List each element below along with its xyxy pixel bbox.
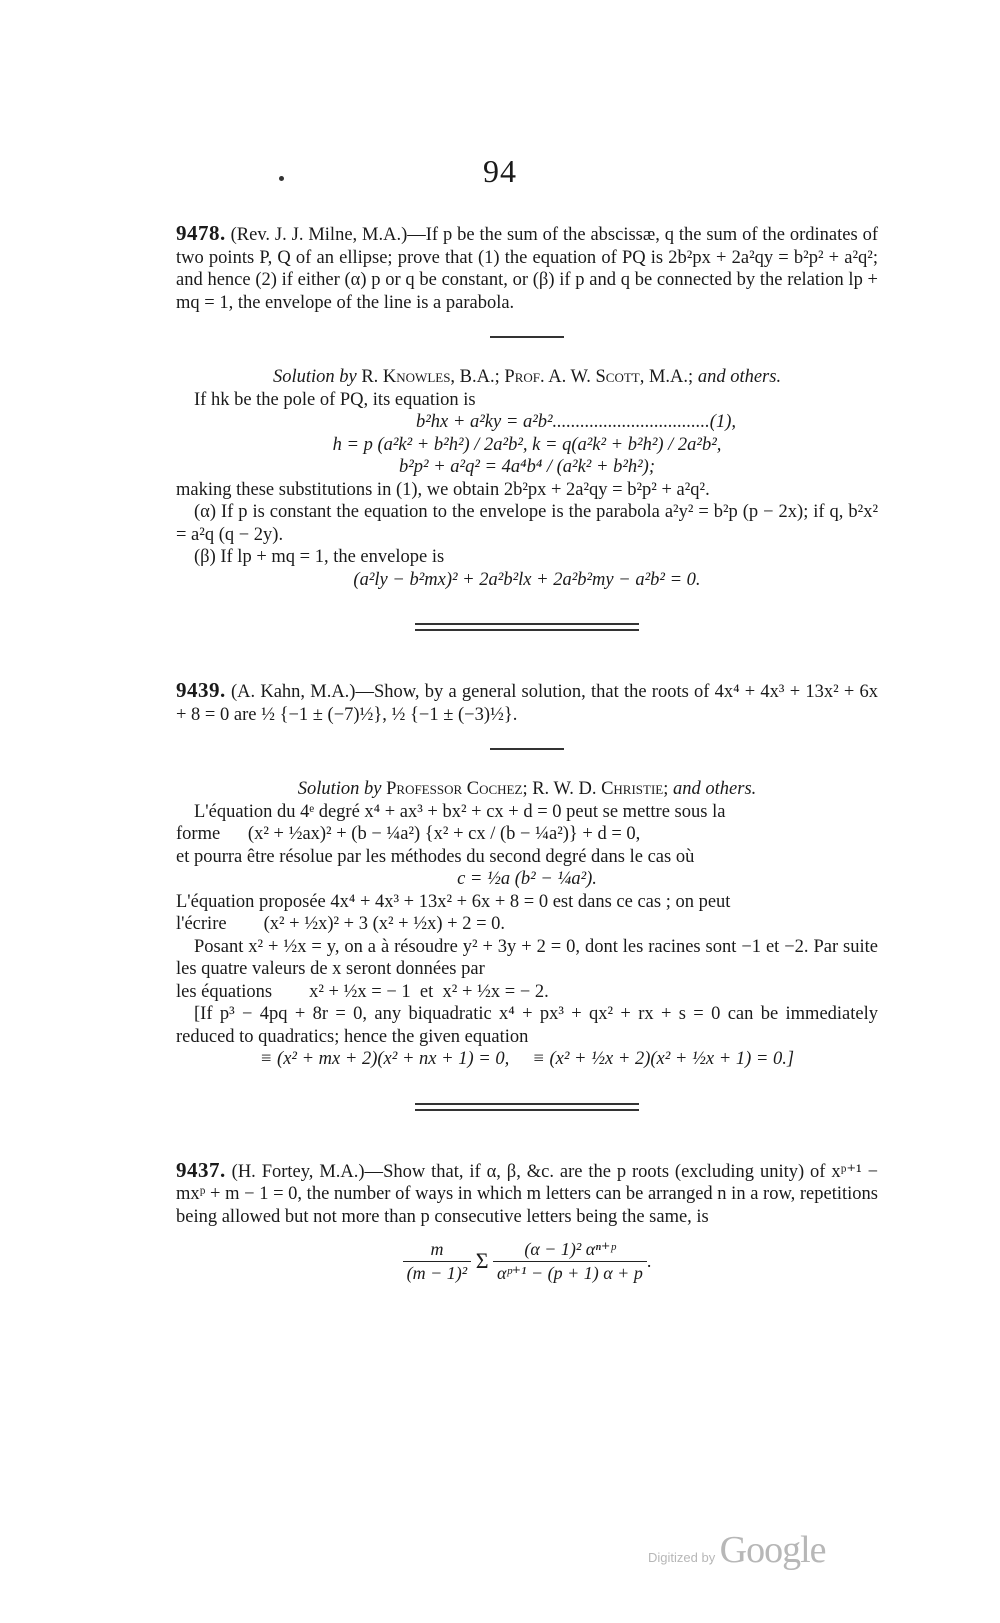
solution-line: les équations x² + ½x = − 1 et x² + ½x = − 2. [176, 981, 549, 1002]
equation: c = ½a (b² − ¼a²). [457, 869, 597, 889]
problem-author: (Rev. J. J. Milne, M.A.)— [230, 225, 426, 245]
problem-9439-statement [176, 679, 878, 726]
solution-line: Posant x² + ½x = y, on a à résoudre y² + 3y + 2 = 0, dont les racines sont −1 et −2. Par suite les quatre valeurs de x seront données par [176, 936, 878, 979]
solution-line: If hk be the pole of PQ, its equation is [194, 389, 476, 410]
solution-heading: Solution by R. Knowles, B.A.; Prof. A. W. Scott, M.A.; and others. [272, 367, 782, 387]
solution-line: l'écrire (x² + ½x)² + 3 (x² + ½x) + 2 = 0. [176, 914, 506, 934]
google-logo: Google [719, 1529, 826, 1571]
solution-line: forme (x² + ½ax)² + (b − ¼a²) {x² + cx / (b − ¼a²)} + d = 0, [176, 824, 641, 844]
equation: b²p² + a²q² = 4a⁴b⁴ / (a²k² + b²h²); [398, 457, 656, 477]
solution-line: L'équation proposée 4x⁴ + 4x³ + 13x² + 6x + 8 = 0 est dans ce cas ; on peut [176, 891, 731, 912]
problem-9437-statement [176, 1159, 878, 1229]
problem-text: Show, by a general solution, that the roots of 4x⁴ + 4x³ + 13x² + 6x + 8 = 0 are ½ {−1 ± (−7)½}, ½ {−1 ± (−3)½}. [176, 682, 879, 725]
fraction: $\frac{\text{(α − 1)² αⁿ⁺ᵖ}}{\text{αᵖ⁺¹ − (p + 1) α + p}}$ [493, 1238, 647, 1284]
short-rule [490, 748, 564, 750]
page-number: 94 [483, 153, 517, 189]
problem-number: 9437. [176, 1157, 226, 1182]
solution-line: (α) If p is constant the equation to the envelope is the parabola a²y² = b²p (p − 2x); if q, b²x² = a²q (q − 2y). [176, 502, 878, 545]
solution-line: L'équation du 4ᵉ degré x⁴ + ax³ + bx² + cx + d = 0 peut se mettre sous la [194, 801, 726, 822]
problem-text: Show that, if α, β, &c. are the p roots (excluding unity) of xᵖ⁺¹ − mxᵖ + m − 1 = 0, the number of ways in which m letters can be arranged n in a row, repetitions being allowed but not more than p consecutive letters being the same, is [176, 1161, 879, 1227]
problem-author: (H. Fortey, M.A.)— [231, 1161, 384, 1182]
sigma-symbol: Σ [475, 1247, 489, 1273]
fraction: $\frac{m}{\text{(m − 1)²}}$ [403, 1238, 472, 1284]
equation: (a²ly − b²mx)² + 2a²b²lx + 2a²b²my − a²b² = 0. [353, 569, 701, 590]
short-rule [490, 336, 564, 338]
solution-line: making these substitutions in (1), we obtain 2b²px + 2a²qy = b²p² + a²q². [176, 479, 710, 500]
solution-line: et pourra être résolue par les méthodes du second degré dans le cas où [176, 846, 695, 867]
double-rule [415, 623, 639, 631]
solution-heading: Solution by Professor Cochez; R. W. D. Christie; and others. [297, 779, 757, 799]
equation: h = p (a²k² + b²h²) / 2a²b², k = q(a²k² + b²h²) / 2a²b², [332, 434, 722, 455]
equation: ≡ (x² + mx + 2)(x² + nx + 1) = 0, ≡ (x² + ½x + 2)(x² + ½x + 1) = 0.] [259, 1049, 795, 1069]
problem-number: 9439. [176, 678, 226, 702]
digitized-by-google-watermark: Digitized by Google [648, 1529, 826, 1571]
solution-line: [If p³ − 4pq + 8r = 0, any biquadratic x⁴ + px³ + qx² + rx + s = 0 can be immediately reduced to quadratics; hence the given equation [176, 1004, 878, 1047]
problem-text: If p be the sum of the abscissæ, q the sum of the ordinates of two points P, Q of an ellipse; prove that (1) the equation of PQ is 2b²px + 2a²qy = b²p² + a²q²; and hence (2) if either (α) p or q be constant, or (β) if p and q be connected by the relation lp + mq = 1, the envelope of the line is a parabola. [176, 225, 878, 313]
double-rule [415, 1103, 639, 1111]
problem-number: 9478. [176, 221, 226, 245]
stray-dot [279, 176, 284, 181]
solution-line: (β) If lp + mq = 1, the envelope is [194, 547, 445, 567]
formula: $\frac{m}{\text{(m − 1)²}}$ Σ $\frac{\text{(α − 1)² αⁿ⁺ᵖ}}{\text{αᵖ⁺¹ − (p + 1) α + p}}$ . [176, 1238, 878, 1284]
page-content [176, 222, 878, 1284]
equation: b²hx + a²ky = a²b²..................................(1), [416, 412, 736, 432]
problem-author: (A. Kahn, M.A.)— [230, 682, 374, 702]
problem-9478-statement [176, 222, 878, 314]
